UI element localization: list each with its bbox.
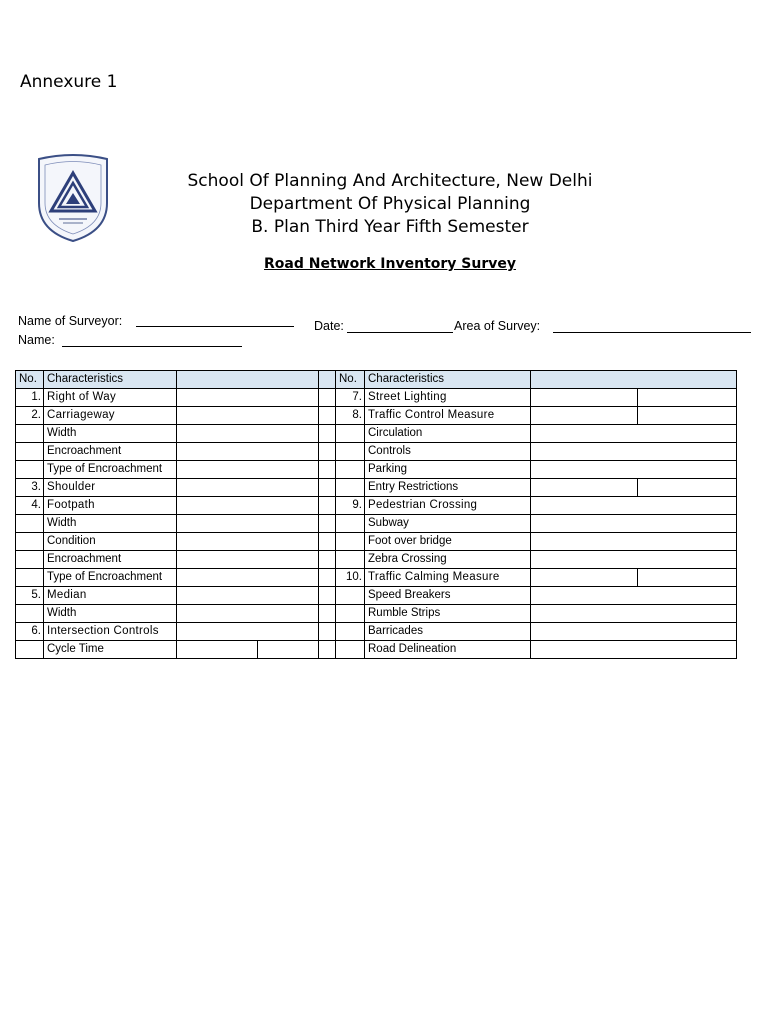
institution-name: School Of Planning And Architecture, New Delhi <box>187 171 593 191</box>
spacer-cell <box>319 623 336 641</box>
spacer-cell <box>319 425 336 443</box>
value-cell-right[interactable] <box>531 641 737 659</box>
row-number-right: 10. <box>336 569 365 587</box>
row-number-left <box>16 461 44 479</box>
spacer-cell <box>319 443 336 461</box>
table-row <box>16 587 737 605</box>
value-cell-right[interactable] <box>531 461 737 479</box>
spacer-cell <box>319 461 336 479</box>
value-cell-left[interactable] <box>177 443 319 461</box>
characteristic-right: Entry Restrictions <box>365 479 531 497</box>
department-name: Department Of Physical Planning <box>249 194 531 214</box>
row-number-left: 6. <box>16 623 44 641</box>
header-value-left <box>177 371 319 389</box>
spacer-cell <box>319 389 336 407</box>
date-input-line[interactable] <box>347 332 453 333</box>
value-cell-left[interactable] <box>177 551 319 569</box>
row-number-right <box>336 605 365 623</box>
characteristic-left: Encroachment <box>44 551 177 569</box>
header-no-right: No. <box>336 371 365 389</box>
value-cell-right-2[interactable] <box>638 569 737 587</box>
value-cell-left[interactable] <box>177 641 258 659</box>
row-number-left: 2. <box>16 407 44 425</box>
spa-emblem-icon <box>33 153 113 243</box>
value-cell-right-2[interactable] <box>638 479 737 497</box>
characteristic-right: Speed Breakers <box>365 587 531 605</box>
value-cell-right[interactable] <box>531 515 737 533</box>
header-no-left: No. <box>16 371 44 389</box>
row-number-left <box>16 569 44 587</box>
institution-heading <box>160 170 620 239</box>
value-cell-right[interactable] <box>531 569 638 587</box>
characteristic-left: Type of Encroachment <box>44 569 177 587</box>
characteristic-right: Street Lighting <box>365 389 531 407</box>
value-cell-left[interactable] <box>177 569 319 587</box>
row-number-right <box>336 479 365 497</box>
characteristic-right: Traffic Control Measure <box>365 407 531 425</box>
characteristic-left: Right of Way <box>44 389 177 407</box>
characteristic-right: Parking <box>365 461 531 479</box>
spacer-cell <box>319 551 336 569</box>
date-label: Date: <box>314 319 344 333</box>
value-cell-right[interactable] <box>531 389 638 407</box>
characteristic-right: Subway <box>365 515 531 533</box>
row-number-left <box>16 515 44 533</box>
header-characteristics-left: Characteristics <box>44 371 177 389</box>
characteristic-left: Footpath <box>44 497 177 515</box>
value-cell-left[interactable] <box>177 533 319 551</box>
value-cell-left[interactable] <box>177 605 319 623</box>
characteristic-left: Shoulder <box>44 479 177 497</box>
survey-title: Road Network Inventory Survey <box>264 256 516 272</box>
characteristic-left: Carriageway <box>44 407 177 425</box>
row-number-right: 7. <box>336 389 365 407</box>
row-number-left: 4. <box>16 497 44 515</box>
spacer-cell <box>319 479 336 497</box>
value-cell-left[interactable] <box>177 389 319 407</box>
area-label: Area of Survey: <box>454 319 541 333</box>
characteristic-left: Type of Encroachment <box>44 461 177 479</box>
characteristic-left: Cycle Time <box>44 641 177 659</box>
table-row <box>16 641 737 659</box>
spacer-cell <box>319 497 336 515</box>
spacer-cell <box>319 533 336 551</box>
annexure-label: Annexure 1 <box>20 72 118 92</box>
row-number-right <box>336 461 365 479</box>
table-row <box>16 425 737 443</box>
value-cell-right-2[interactable] <box>638 389 737 407</box>
table-row <box>16 389 737 407</box>
value-cell-left-2[interactable] <box>258 641 319 659</box>
characteristic-left: Condition <box>44 533 177 551</box>
surveyor-input-line[interactable] <box>136 326 294 327</box>
area-input-line[interactable] <box>553 332 751 333</box>
table-header-row <box>16 371 737 389</box>
spacer-cell <box>319 641 336 659</box>
characteristic-right: Controls <box>365 443 531 461</box>
table-row <box>16 407 737 425</box>
value-cell-right[interactable] <box>531 443 737 461</box>
characteristic-right: Circulation <box>365 425 531 443</box>
spacer-cell <box>319 407 336 425</box>
characteristic-right: Rumble Strips <box>365 605 531 623</box>
value-cell-left[interactable] <box>177 425 319 443</box>
row-number-left: 5. <box>16 587 44 605</box>
row-number-left <box>16 443 44 461</box>
table-row <box>16 551 737 569</box>
value-cell-left[interactable] <box>177 587 319 605</box>
row-number-right <box>336 515 365 533</box>
characteristic-left: Median <box>44 587 177 605</box>
row-number-right <box>336 443 365 461</box>
characteristic-right: Road Delineation <box>365 641 531 659</box>
row-number-left <box>16 641 44 659</box>
row-number-right <box>336 533 365 551</box>
surveyor-label: Name of Surveyor: <box>18 314 123 328</box>
value-cell-right[interactable] <box>531 605 737 623</box>
row-number-left <box>16 425 44 443</box>
header-value-right <box>531 371 737 389</box>
row-number-left <box>16 551 44 569</box>
characteristic-right: Foot over bridge <box>365 533 531 551</box>
spacer-cell <box>319 515 336 533</box>
value-cell-left[interactable] <box>177 479 319 497</box>
row-number-left: 1. <box>16 389 44 407</box>
value-cell-right[interactable] <box>531 551 737 569</box>
characteristic-right: Pedestrian Crossing <box>365 497 531 515</box>
row-number-right: 9. <box>336 497 365 515</box>
characteristic-left: Width <box>44 515 177 533</box>
row-number-left <box>16 605 44 623</box>
table-row <box>16 443 737 461</box>
characteristic-right: Zebra Crossing <box>365 551 531 569</box>
row-number-right <box>336 623 365 641</box>
table-row <box>16 461 737 479</box>
value-cell-left[interactable] <box>177 623 319 641</box>
inventory-table <box>15 370 737 659</box>
table-row <box>16 479 737 497</box>
characteristic-right: Traffic Calming Measure <box>365 569 531 587</box>
characteristic-left: Width <box>44 605 177 623</box>
characteristic-left: Width <box>44 425 177 443</box>
table-row <box>16 623 737 641</box>
row-number-right <box>336 641 365 659</box>
value-cell-left[interactable] <box>177 515 319 533</box>
name-input-line[interactable] <box>62 346 242 347</box>
spacer-cell <box>319 587 336 605</box>
characteristic-left: Intersection Controls <box>44 623 177 641</box>
program-name: B. Plan Third Year Fifth Semester <box>251 217 529 237</box>
row-number-right <box>336 551 365 569</box>
value-cell-right-2[interactable] <box>638 407 737 425</box>
characteristic-left: Encroachment <box>44 443 177 461</box>
name-label: Name: <box>18 333 55 347</box>
value-cell-right[interactable] <box>531 587 737 605</box>
row-number-right <box>336 425 365 443</box>
row-number-left <box>16 533 44 551</box>
value-cell-left[interactable] <box>177 497 319 515</box>
table-row <box>16 605 737 623</box>
value-cell-right[interactable] <box>531 623 737 641</box>
table-row <box>16 569 737 587</box>
header-characteristics-right: Characteristics <box>365 371 531 389</box>
row-number-left: 3. <box>16 479 44 497</box>
value-cell-right[interactable] <box>531 533 737 551</box>
value-cell-right[interactable] <box>531 497 737 515</box>
value-cell-right[interactable] <box>531 407 638 425</box>
row-number-right: 8. <box>336 407 365 425</box>
table-row <box>16 497 737 515</box>
row-number-right <box>336 587 365 605</box>
value-cell-left[interactable] <box>177 461 319 479</box>
spacer-cell <box>319 569 336 587</box>
header-spacer <box>319 371 336 389</box>
value-cell-left[interactable] <box>177 407 319 425</box>
spacer-cell <box>319 605 336 623</box>
value-cell-right[interactable] <box>531 479 638 497</box>
characteristic-right: Barricades <box>365 623 531 641</box>
value-cell-right[interactable] <box>531 425 737 443</box>
table-row <box>16 515 737 533</box>
table-row <box>16 533 737 551</box>
